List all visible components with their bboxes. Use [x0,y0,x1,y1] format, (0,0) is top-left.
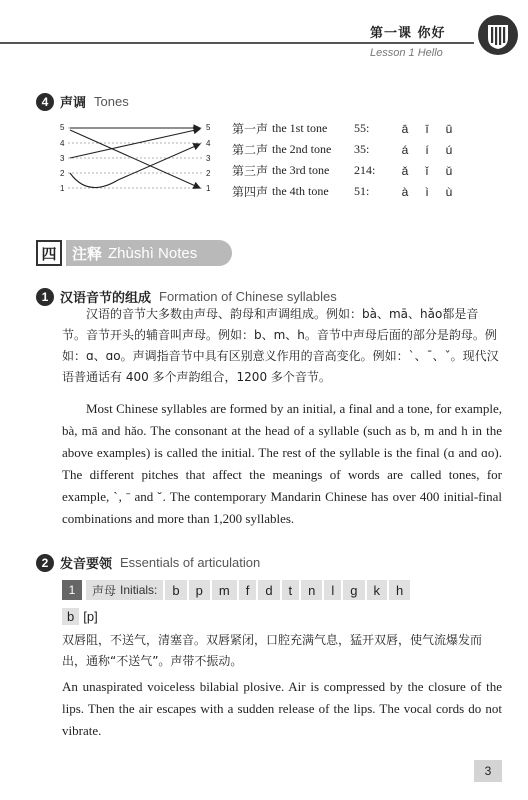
tone-row [232,139,460,160]
tone-example: á [401,142,409,157]
syllables-title-en: Formation of Chinese syllables [159,289,337,304]
tone-example: ī [425,121,429,136]
articulation-b-paragraph-en: An unaspirated voiceless bilabial plosive. Air is compressed by the closure of the lips. Then the air escapes with a sudden release of the lips. The vocal cords do not vibrate. [62,679,502,738]
tone-row [232,160,460,181]
level-right-5: 5 [206,123,211,132]
initial-b-letter: b [62,608,79,625]
initial-letter: d [258,580,279,600]
initial-letter: b [165,580,186,600]
initial-letter: n [301,580,322,600]
level-left-1: 1 [60,184,65,193]
tone-example: ū [445,121,453,136]
lesson-title-cn: 第一课 你好 [370,26,446,41]
initials-label [86,580,163,600]
syllables-title-cn: 汉语音节的组成 [60,291,152,306]
publisher-logo-icon [477,14,519,56]
syllables-paragraph-cn: 汉语的音节大多数由声母、韵母和声调组成。例如：bà、mā、hǎo都是音节。音节开头的辅音叫声母。例如：b、m、h。音节中声母后面的部分是韵母。例如：ɑ、ɑo。声调指音节中具有区别意义作用的音高变化。例如：ˋ、ˉ、ˇ。现代汉语普通话有 400 多个声韵组合，1200 多个音节。 [62,307,499,384]
notes-section-banner [36,240,232,266]
level-right-1: 1 [206,184,211,193]
tone-row [232,181,460,202]
tone-name-cn: 第三声 [232,164,269,178]
tone-code: 55: [354,121,370,135]
section-title-en: Zhùshì Notes [108,244,198,262]
tone-example: ù [445,184,453,199]
level-left-2: 2 [60,169,65,178]
tone-example: ǐ [425,163,429,178]
tone4-contour [70,130,200,188]
tone-example: ā [401,121,409,136]
level-left-3: 3 [60,154,65,163]
initials-bar [62,580,410,600]
tone-contour-diagram [58,118,218,200]
tone-example: ì [425,184,429,199]
tone-code: 51: [354,184,370,198]
tones-number-badge: 4 [36,93,54,111]
tone-name-cn: 第一声 [232,122,269,136]
tone-table [232,118,460,202]
section-title-cn: 注释 [72,244,103,263]
section-title-band [66,240,232,266]
tone-example: à [401,184,409,199]
tone-example: ú [445,142,453,157]
tone-name-en: the 1st tone [272,121,328,135]
articulation-number-badge: 2 [36,554,54,572]
syllables-paragraph-en: Most Chinese syllables are formed by an initial, a final and a tone, for example, bà, mā and hǎo. The consonant at the head of a syllable (such as b, m and h in the above examples) is called the initial. The rest of the syllable is the final (ɑ and ɑo). The different pitches that affect the meanings of words are called tones, for example, ˋ, ˉ and ˇ. The contemporary Mandarin Chinese has over 400 initial-final combinations and more than 1,200 syllables. [62,401,502,526]
tone-name-en: the 3rd tone [272,163,330,177]
initial-letter: m [212,580,237,600]
tone-name-cn: 第四声 [232,185,269,199]
section-number: 四 [36,240,62,266]
header-rule [0,42,474,44]
initial-letter: l [324,580,341,600]
level-right-2: 2 [206,169,211,178]
level-left-4: 4 [60,139,65,148]
articulation-title-cn: 发音要领 [60,557,113,572]
initial-b-heading [62,608,98,625]
level-right-3: 3 [206,154,211,163]
page-number: 3 [474,760,502,782]
articulation-title-en: Essentials of articulation [120,555,261,570]
tone-code: 35: [354,142,370,156]
tone-name-cn: 第二声 [232,143,269,157]
articulation-b-paragraph-cn: 双唇阻，不送气，清塞音。双唇紧闭，口腔充满气息，猛开双唇，使气流爆发而出，通称“不送气”。声带不振动。 [62,633,483,668]
initial-letter: t [282,580,300,600]
tone-example: ǎ [401,163,409,178]
initial-letter: g [343,580,364,600]
tones-title-cn: 声调 [60,96,87,111]
lesson-title-en: Lesson 1 Hello [370,47,443,59]
syllables-number-badge: 1 [36,288,54,306]
level-right-4: 4 [206,139,211,148]
initials-number-badge: 1 [62,580,82,600]
initial-letter: f [239,580,257,600]
articulation-heading [36,553,260,572]
initial-letter: p [189,580,210,600]
initial-letter: k [367,580,388,600]
tone-name-en: the 4th tone [272,184,329,198]
initials-label-en: Initials: [120,583,158,597]
initials-label-cn: 声母 [92,583,117,598]
tone-example: í [425,142,429,157]
level-left-5: 5 [60,123,65,132]
initial-letter: h [389,580,410,600]
tones-heading [36,92,129,111]
tone-example: ǔ [445,163,453,178]
tone-row [232,118,460,139]
tones-title-en: Tones [94,94,129,109]
tone3-contour [70,144,200,188]
initial-b-ipa: [p] [83,609,98,624]
tone2-contour [70,129,200,158]
tone-name-en: the 2nd tone [272,142,332,156]
tone-code: 214: [354,163,376,177]
